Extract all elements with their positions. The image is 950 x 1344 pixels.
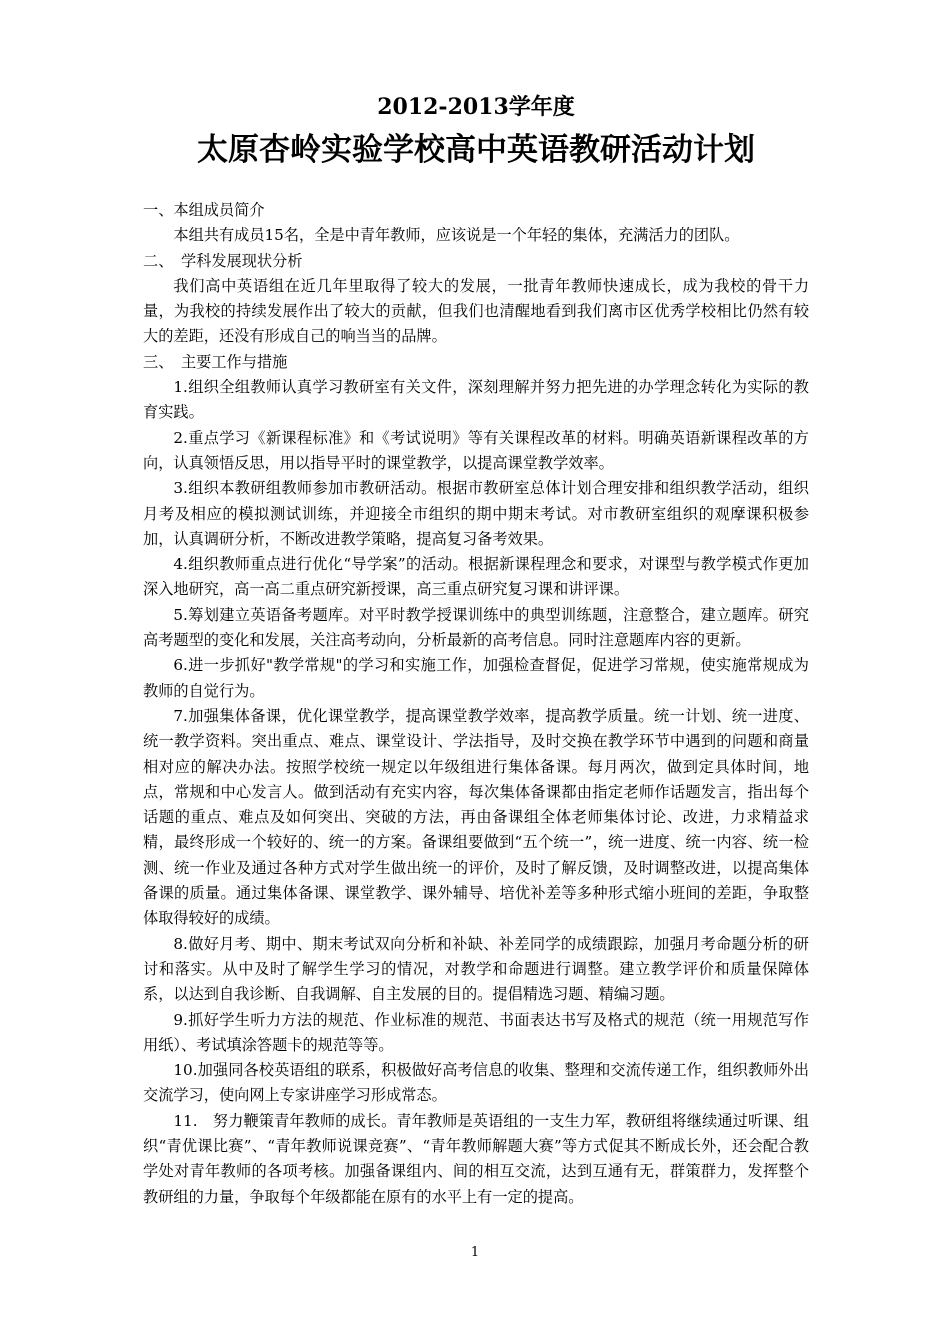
paragraph-measure-10: 10.加强同各校英语组的联系，积极做好高考信息的收集、整理和交流传递工作，组织教师外出交流学习，使向网上专家讲座学习形成常态。	[143, 1061, 809, 1105]
document-year-title: 2012-2013学年度	[377, 94, 575, 120]
document-main-title: 太原杏岭实验学校高中英语教研活动计划	[197, 132, 755, 168]
section-heading-status: 二、 学科发展现状分析	[143, 251, 303, 270]
paragraph-members: 本组共有成员15名，全是中青年教师，应该说是一个年轻的集体，充满活力的团队。	[173, 226, 740, 245]
paragraph-measure-7: 7.加强集体备课，优化课堂教学，提高课堂教学效率，提高教学质量。统一计划、统一进度、统一教学资料。突出重点、难点、课堂设计、学法指导，及时交换在教学环节中遇到的问题和商量相对应的解决办法。按照学校统一规定以年级组进行集体备课。每月两次，做到定具体时间，地点，常规和中心发言人。做到活动有充实内容，每次集体备课都由指定老师作话题发言，指出每个话题的重点、难点及如何突出、突破的方法，再由备课组全体老师集体讨论、改进，力求精益求精，最终形成一个较好的、统一的方案。备课组要做到“五个统一”，统一进度、统一内容、统一检测、统一作业及通过各种方式对学生做出统一的评价，及时了解反馈，及时调整改进，以提高集体备课的质量。通过集体备课、课堂教学、课外辅导、培优补差等多种形式缩小班间的差距，争取整体取得较好的成绩。	[143, 706, 809, 928]
paragraph-measure-4: 4.组织教师重点进行优化“导学案”的活动。根据新课程理念和要求，对课型与教学模式作更加深入地研究，高一高二重点研究新授课，高三重点研究复习课和讲评课。	[143, 555, 809, 599]
paragraph-measure-11: 11. 努力鞭策青年教师的成长。青年教师是英语组的一支生力军，教研组将继续通过听课、组织“青优课比赛”、“青年教师说课竞赛”、“青年教师解题大赛”等方式促其不断成长外，还会配合教学处对青年教师的各项考核。加强备课组内、间的相互交流，达到互通有无，群策群力，发挥整个教研组的力量，争取每个年级都能在原有的水平上有一定的提高。	[143, 1111, 809, 1206]
paragraph-measure-8: 8.做好月考、期中、期末考试双向分析和补缺、补差同学的成绩跟踪，加强月考命题分析的研讨和落实。从中及时了解学生学习的情况，对教学和命题进行调整。建立教学评价和质量保障体系，以达到自我诊断、自我调解、自主发展的目的。提倡精选习题、精编习题。	[143, 934, 809, 1004]
paragraph-measure-2: 2.重点学习《新课程标准》和《考试说明》等有关课程改革的材料。明确英语新课程改革的方向，认真领悟反思，用以指导平时的课堂教学，以提高课堂教学效率。	[143, 428, 809, 472]
document-body	[143, 198, 809, 1210]
paragraph-measure-1: 1.组织全组教师认真学习教研室有关文件，深刻理解并努力把先进的办学理念转化为实际的教育实践。	[143, 378, 809, 422]
paragraph-measure-6: 6.进一步抓好"教学常规"的学习和实施工作，加强检查督促，促进学习常规，使实施常规成为教师的自觉行为。	[143, 656, 809, 700]
paragraph-measure-9: 9.抓好学生听力方法的规范、作业标准的规范、书面表达书写及格式的规范（统一用规范写作用纸）、考试填涂答题卡的规范等等。	[143, 1010, 809, 1054]
paragraph-status: 我们高中英语组在近几年里取得了较大的发展，一批青年教师快速成长，成为我校的骨干力量，为我校的持续发展作出了较大的贡献，但我们也清醒地看到我们离市区优秀学校相比仍然有较大的差距，还没有形成自己的响当当的品牌。	[143, 276, 809, 346]
page-number: 1	[470, 1245, 480, 1260]
paragraph-measure-5: 5.筹划建立英语备考题库。对平时教学授课训练中的典型训练题，注意整合，建立题库。研究高考题型的变化和发展，关注高考动向，分析最新的高考信息。同时注意题库内容的更新。	[143, 605, 809, 650]
paragraph-measure-3: 3.组织本教研组教师参加市教研活动。根据市教研室总体计划合理安排和组织教学活动，组织月考及相应的模拟测试训练，并迎接全市组织的期中期末考试。对市教研室组织的观摩课积极参加，认真调研分析，不断改进教学策略，提高复习备考效果。	[143, 479, 809, 548]
section-heading-members: 一、本组成员简介	[143, 201, 265, 219]
section-heading-measures: 三、 主要工作与措施	[143, 352, 288, 371]
